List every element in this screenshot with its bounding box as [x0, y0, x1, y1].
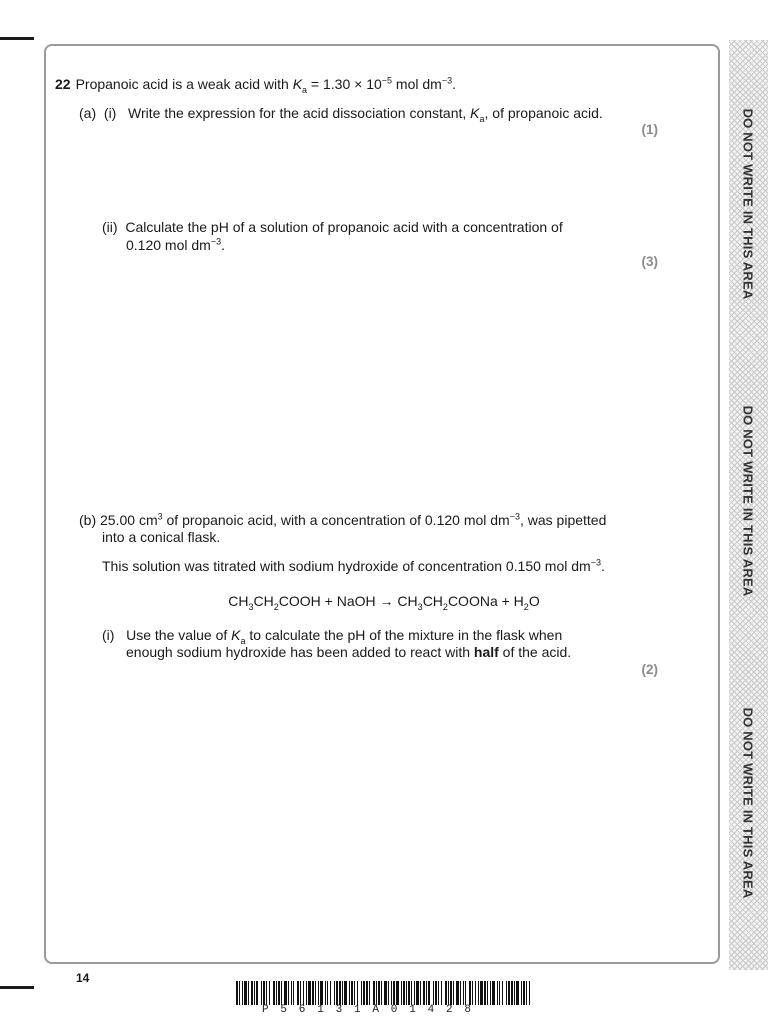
part-a-label: (a) [79, 105, 97, 121]
part-b-label: (b) [79, 512, 97, 528]
part-b-titration-text: This solution was titrated with sodium hydroxide of concentration 0.150 mol $dm^{-3}$. [102, 557, 605, 574]
page-number: 14 [76, 971, 90, 985]
marks-b-i: (2) [641, 662, 658, 677]
part-a-ii-prompt-line1: (ii) Calculate the pH of a solution of propanoic acid with a concentration of [102, 219, 563, 235]
part-b-intro-line2: into a conical flask. [102, 529, 221, 545]
part-a-ii-prompt-line2: 0.120 mol $dm^{-3}$. [126, 236, 225, 253]
registration-mark-top [0, 37, 34, 40]
answer-space-b-i[interactable] [100, 685, 660, 950]
reaction-equation: $CH_3CH_2COOH$ + NaOH → $CH_3CH_2COONa + H_2O$ [228, 593, 540, 612]
reaction-arrow: → [379, 593, 394, 609]
part-b-intro-line1: (b) 25.00 $cm^3$ of propanoic acid, with a concentration of 0.120 mol $dm^{-3}$, was pipetted [79, 511, 607, 528]
registration-mark-bottom [0, 986, 34, 989]
part-b-i-label: (i) [102, 627, 115, 643]
marks-a-i: (1) [641, 122, 658, 137]
barcode-text: P56131A01428 [262, 1004, 483, 1016]
part-a-i-label: (i) [103, 105, 117, 121]
part-b-i-prompt-line1: (i) Use the value of $K_a$ to calculate the pH of the mixture in the flask when [102, 627, 563, 646]
marks-a-ii: (3) [641, 254, 658, 269]
part-a-i-prompt: (a) (i) Write the expression for the acid dissociation constant, $K_a$, of propanoic acid. [79, 105, 603, 124]
barcode [236, 981, 534, 1005]
part-a-ii-label: (ii) [102, 219, 118, 235]
answer-space-a-ii[interactable] [100, 275, 660, 500]
question-intro: 22 Propanoic acid is a weak acid with $K_a = 1.30 \times 10^{-5}$ mol $dm^{-3}$. [55, 75, 456, 95]
answer-space-a-i[interactable] [100, 140, 660, 215]
part-b-i-prompt-line2: enough sodium hydroxide has been added to react with half of the acid. [126, 644, 572, 660]
question-number: 22 [55, 76, 71, 92]
